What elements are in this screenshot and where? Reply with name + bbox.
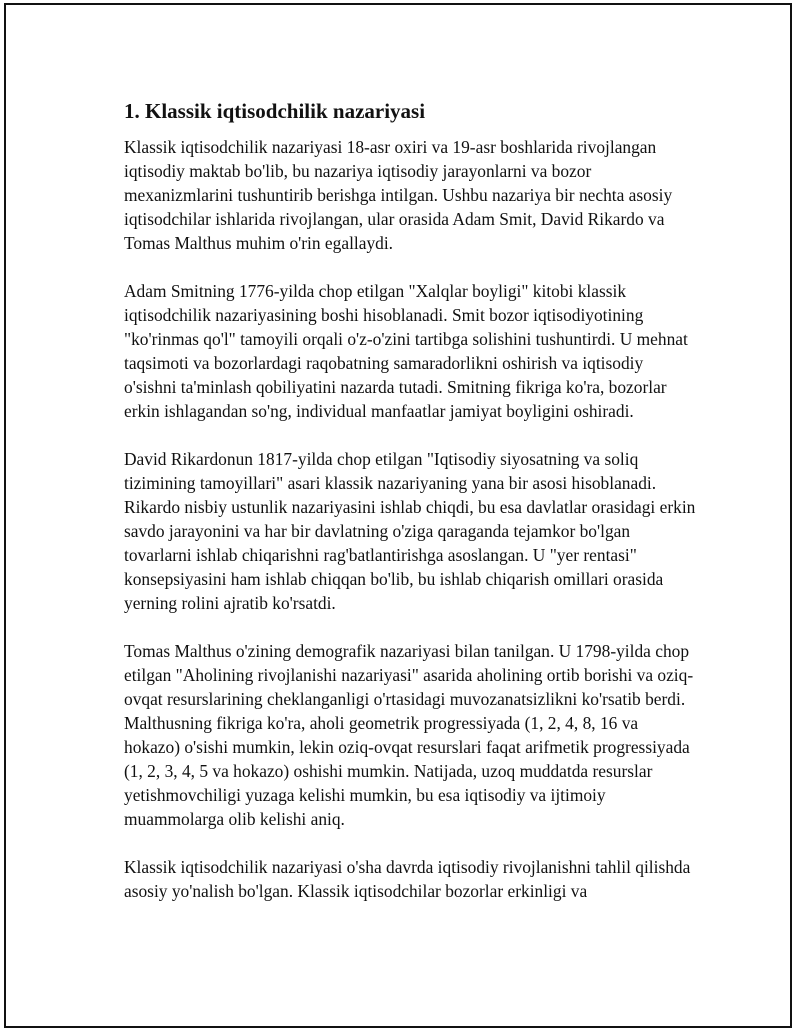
paragraph-adam-smith: Adam Smitning 1776-yilda chop etilgan "Xalqlar boyligi" kitobi klassik iqtisodchilik nazariyasining boshi hisoblanadi. Smit bozor iqtisodiyotining "ko'rinmas qo'l" tamoyili orqali o'z-o'zini tartibga solishini tushuntirdi. U mehnat taqsimoti va bozorlardagi raqobatning samaradorlikni oshirish va iqtisodiy o'sishni ta'minlash qobiliyatini nazarda tutadi. Smitning fikriga ko'ra, bozorlar erkin ishlagandan so'ng, individual manfaatlar jamiyat boyligini oshiradi. xyxy=(124,281,688,421)
paragraph-conclusion: Klassik iqtisodchilik nazariyasi o'sha davrda iqtisodiy rivojlanishni tahlil qilishda asosiy yo'nalish bo'lgan. Klassik iqtisodchilar bozorlar erkinligi va xyxy=(124,857,691,901)
page-frame xyxy=(4,3,792,1028)
document-title: 1. Klassik iqtisodchilik nazariyasi xyxy=(124,99,426,123)
paragraph-david-ricardo: David Rikardonun 1817-yilda chop etilgan "Iqtisodiy siyosatning va soliq tizimining tamoyillari" asari klassik nazariyaning yana bir asosi hisoblanadi. Rikardo nisbiy ustunlik nazariyasini ishlab chiqdi, bu esa davlatlar orasidagi erkin savdo jarayonini va har bir davlatning o'ziga qaraganda tejamkor bo'lgan tovarlarni ishlab chiqarishni rag'batlantirishga asoslangan. U "yer rentasi" konsepsiyasini ham ishlab chiqqan bo'lib, bu ishlab chiqarish omillari orasida yerning rolini ajratib ko'rsatdi. xyxy=(124,449,696,613)
document-body xyxy=(124,97,698,927)
paragraph-intro: Klassik iqtisodchilik nazariyasi 18-asr oxiri va 19-asr boshlarida rivojlangan iqtisodiy maktab bo'lib, bu nazariya iqtisodiy jarayonlarni va bozor mexanizmlarini tushuntirib berishga intilgan. Ushbu nazariya bir nechta asosiy iqtisodchilar ishlarida rivojlangan, ular orasida Adam Smit, David Rikardo va Tomas Malthus muhim o'rin egallaydi. xyxy=(124,137,673,253)
paragraph-thomas-malthus: Tomas Malthus o'zining demografik nazariyasi bilan tanilgan. U 1798-yilda chop etilgan "Aholining rivojlanishi nazariyasi" asarida aholining ortib borishi va oziq-ovqat resurslarining cheklanganligi o'rtasidagi muvozanatsizlikni ko'rsatib berdi. Malthusning fikriga ko'ra, aholi geometrik progressiyada (1, 2, 4, 8, 16 va hokazo) o'sishi mumkin, lekin oziq-ovqat resurslari faqat arifmetik progressiyada (1, 2, 3, 4, 5 va hokazo) oshishi mumkin. Natijada, uzoq muddatda resurslar yetishmovchiligi yuzaga kelishi mumkin, bu esa iqtisodiy va ijtimoiy muammolarga olib kelishi aniq. xyxy=(124,641,694,829)
